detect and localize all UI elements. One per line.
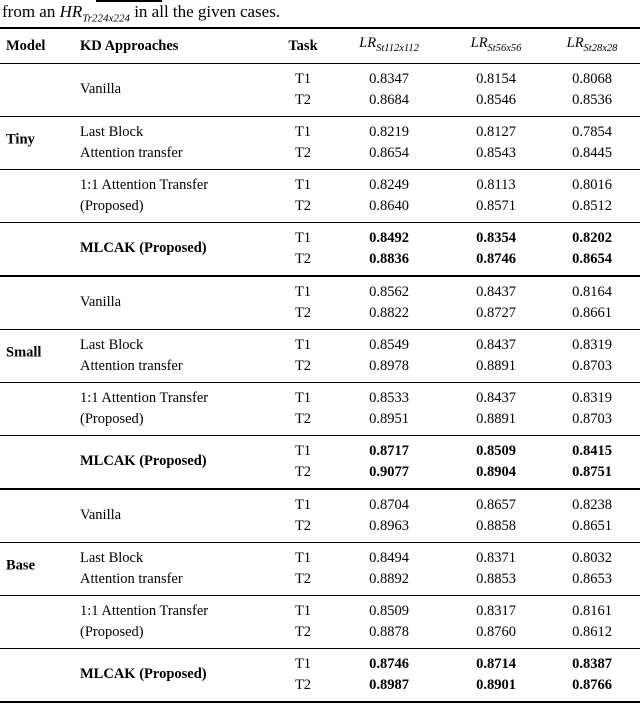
metric-value: 0.8536 <box>572 91 612 108</box>
metric-base: LR <box>470 35 488 51</box>
approach-name-line: MLCAK (Proposed) <box>80 666 207 683</box>
approach-name-line: 1:1 Attention Transfer <box>80 389 209 406</box>
metric-value: 0.8437 <box>476 389 516 406</box>
metric-value: 0.8219 <box>369 123 409 140</box>
task-label: T2 <box>294 197 312 214</box>
metric-value: 0.8032 <box>572 549 612 566</box>
metric-value: 0.8901 <box>476 676 516 693</box>
metric-value: 0.8154 <box>476 70 516 87</box>
task-row <box>276 303 640 324</box>
metric-value: 0.8714 <box>476 655 516 672</box>
approach-block <box>0 542 640 595</box>
task-row <box>276 228 640 249</box>
model-label: Small <box>6 344 42 361</box>
metric-value: 0.8509 <box>476 442 516 459</box>
metric-value: 0.8684 <box>369 91 409 108</box>
metric-value: 0.8319 <box>572 336 612 353</box>
task-row <box>276 441 640 462</box>
model-group <box>0 64 640 275</box>
crop-artifact-line <box>96 0 162 2</box>
approach-block <box>0 222 640 275</box>
task-row <box>276 495 640 516</box>
task-row <box>276 409 640 430</box>
approach-name <box>70 122 276 164</box>
task-label: T1 <box>294 549 312 566</box>
metric-base: LR <box>566 35 584 51</box>
approach-name-line: MLCAK (Proposed) <box>80 453 207 470</box>
metric-value: 0.8746 <box>369 655 409 672</box>
task-label: T1 <box>294 442 312 459</box>
task-row <box>276 335 640 356</box>
approach-name-line: Vanilla <box>80 507 122 524</box>
approach-block <box>0 277 640 329</box>
task-row <box>276 654 640 675</box>
approach-name-line: 1:1 Attention Transfer <box>80 176 209 193</box>
metric-value: 0.8161 <box>572 602 612 619</box>
metric-value: 0.8371 <box>476 549 516 566</box>
approach-name-line: (Proposed) <box>80 197 144 214</box>
task-label: T1 <box>294 283 312 300</box>
metric-value: 0.8653 <box>572 570 612 587</box>
metric-value: 0.8853 <box>476 570 516 587</box>
metric-value: 0.8509 <box>369 602 409 619</box>
metric-value: 0.8858 <box>476 517 516 534</box>
metric-value: 0.8704 <box>369 496 409 513</box>
model-label: Tiny <box>6 131 35 148</box>
task-label: T1 <box>294 336 312 353</box>
approach-block <box>0 648 640 701</box>
approach-name-line: Last Block <box>80 549 144 566</box>
caption-math-subscript: Tr224x224 <box>82 12 130 25</box>
task-row <box>276 249 640 270</box>
metric-value: 0.8654 <box>369 144 409 161</box>
task-label: T2 <box>294 91 312 108</box>
task-rows <box>276 69 640 111</box>
approach-name <box>70 228 276 270</box>
metric-value: 0.8822 <box>369 304 409 321</box>
table-header-row <box>0 27 640 64</box>
approach-name <box>70 69 276 111</box>
metric-value: 0.8317 <box>476 602 516 619</box>
approach-block <box>0 169 640 222</box>
metric-value: 0.8415 <box>572 442 612 459</box>
approach-name <box>70 601 276 643</box>
metric-value: 0.8978 <box>369 357 409 374</box>
metric-value: 0.8987 <box>369 676 409 693</box>
metric-sub: St28x28 <box>583 42 618 54</box>
metric-value: 0.8113 <box>476 176 516 193</box>
approach-name <box>70 175 276 217</box>
task-row <box>276 388 640 409</box>
metric-value: 0.8238 <box>572 496 612 513</box>
metric-value: 0.8549 <box>369 336 409 353</box>
approach-name <box>70 654 276 696</box>
task-row <box>276 143 640 164</box>
metric-value: 0.8640 <box>369 197 409 214</box>
header-model: Model <box>6 37 46 54</box>
metric-value: 0.8661 <box>572 304 612 321</box>
metric-value: 0.8543 <box>476 144 516 161</box>
metric-value: 0.8546 <box>476 91 516 108</box>
metric-value: 0.9077 <box>369 463 409 480</box>
task-label: T2 <box>294 623 312 640</box>
task-row <box>276 196 640 217</box>
approach-block <box>0 490 640 542</box>
task-row <box>276 282 640 303</box>
task-rows <box>276 122 640 164</box>
task-rows <box>276 654 640 696</box>
metric-value: 0.8127 <box>476 123 516 140</box>
approach-name-line: (Proposed) <box>80 410 144 427</box>
metric-value: 0.8068 <box>572 70 612 87</box>
approach-name <box>70 548 276 590</box>
task-label: T2 <box>294 250 312 267</box>
task-label: T1 <box>294 496 312 513</box>
task-rows <box>276 441 640 483</box>
task-label: T1 <box>294 602 312 619</box>
approach-block <box>0 116 640 169</box>
metric-value: 0.8892 <box>369 570 409 587</box>
approach-name-line: MLCAK (Proposed) <box>80 240 207 257</box>
task-label: T2 <box>294 304 312 321</box>
metric-value: 0.8437 <box>476 283 516 300</box>
task-label: T2 <box>294 144 312 161</box>
caption-prefix: from an <box>2 2 60 21</box>
metric-value: 0.8202 <box>572 229 612 246</box>
metric-value: 0.8562 <box>369 283 409 300</box>
approach-name-line: 1:1 Attention Transfer <box>80 602 209 619</box>
metric-value: 0.8760 <box>476 623 516 640</box>
metric-value: 0.8492 <box>369 229 409 246</box>
task-rows <box>276 601 640 643</box>
metric-value: 0.8951 <box>369 410 409 427</box>
metric-value: 0.8533 <box>369 389 409 406</box>
approach-name-line: Attention transfer <box>80 357 183 374</box>
caption-line <box>0 0 640 27</box>
task-rows <box>276 282 640 324</box>
task-row <box>276 622 640 643</box>
approach-block <box>0 64 640 116</box>
task-label: T1 <box>294 655 312 672</box>
task-row <box>276 69 640 90</box>
metric-value: 0.8703 <box>572 357 612 374</box>
task-label: T1 <box>294 123 312 140</box>
task-label: T2 <box>294 410 312 427</box>
task-row <box>276 122 640 143</box>
task-rows <box>276 228 640 270</box>
task-label: T2 <box>294 517 312 534</box>
table-body <box>0 64 640 701</box>
task-row <box>276 675 640 696</box>
approach-name <box>70 282 276 324</box>
approach-name-line: Last Block <box>80 336 144 353</box>
metric-value: 0.8512 <box>572 197 612 214</box>
approach-name-line: Vanilla <box>80 81 122 98</box>
metric-sub: St56x56 <box>487 42 522 54</box>
task-row <box>276 462 640 483</box>
metric-value: 0.8249 <box>369 176 409 193</box>
metric-value: 0.8891 <box>476 357 516 374</box>
metric-value: 0.8703 <box>572 410 612 427</box>
task-label: T2 <box>294 463 312 480</box>
metric-value: 0.8766 <box>572 676 612 693</box>
header-metric-lr-56 <box>448 33 544 59</box>
results-table <box>0 27 640 703</box>
task-row <box>276 90 640 111</box>
metric-value: 0.8878 <box>369 623 409 640</box>
metric-value: 0.8654 <box>572 250 612 267</box>
metric-value: 0.8387 <box>572 655 612 672</box>
metric-value: 0.8746 <box>476 250 516 267</box>
approach-name <box>70 335 276 377</box>
approach-name-line: Attention transfer <box>80 570 183 587</box>
header-metric-lr-112 <box>330 33 448 59</box>
metric-value: 0.8571 <box>476 197 516 214</box>
caption-math-base: HR <box>59 2 83 21</box>
metric-value: 0.8494 <box>369 549 409 566</box>
metric-value: 0.8354 <box>476 229 516 246</box>
approach-block <box>0 329 640 382</box>
task-label: T2 <box>294 676 312 693</box>
metric-value: 0.8319 <box>572 389 612 406</box>
task-row <box>276 548 640 569</box>
task-row <box>276 516 640 537</box>
task-row <box>276 569 640 590</box>
task-rows <box>276 388 640 430</box>
metric-value: 0.8347 <box>369 70 409 87</box>
metric-value: 0.8717 <box>369 442 409 459</box>
metric-value: 0.8904 <box>476 463 516 480</box>
task-rows <box>276 495 640 537</box>
task-rows <box>276 335 640 377</box>
metric-value: 0.8612 <box>572 623 612 640</box>
metric-value: 0.8016 <box>572 176 612 193</box>
approach-name <box>70 495 276 537</box>
task-row <box>276 175 640 196</box>
metric-value: 0.8445 <box>572 144 612 161</box>
task-label: T1 <box>294 176 312 193</box>
metric-value: 0.8891 <box>476 410 516 427</box>
header-task: Task <box>288 37 318 54</box>
metric-value: 0.8164 <box>572 283 612 300</box>
metric-value: 0.8657 <box>476 496 516 513</box>
header-metric-lr-28 <box>544 33 640 59</box>
task-label: T2 <box>294 570 312 587</box>
caption-suffix: in all the given cases. <box>129 2 281 21</box>
approach-name-line: Last Block <box>80 123 144 140</box>
model-label: Base <box>6 557 35 574</box>
approach-name <box>70 388 276 430</box>
model-group <box>0 275 640 488</box>
metric-value: 0.8963 <box>369 517 409 534</box>
model-group <box>0 488 640 701</box>
task-label: T1 <box>294 70 312 87</box>
task-rows <box>276 548 640 590</box>
metric-value: 0.8437 <box>476 336 516 353</box>
approach-name-line: Attention transfer <box>80 144 183 161</box>
approach-name-line: Vanilla <box>80 294 122 311</box>
metric-value: 0.8751 <box>572 463 612 480</box>
task-rows <box>276 175 640 217</box>
metric-base: LR <box>359 35 377 51</box>
task-label: T1 <box>294 389 312 406</box>
metric-value: 0.8836 <box>369 250 409 267</box>
approach-name <box>70 441 276 483</box>
metric-value: 0.7854 <box>572 123 612 140</box>
metric-value: 0.8651 <box>572 517 612 534</box>
metric-sub: St112x112 <box>376 42 419 54</box>
approach-name-line: (Proposed) <box>80 623 144 640</box>
task-row <box>276 601 640 622</box>
approach-block <box>0 435 640 488</box>
approach-block <box>0 595 640 648</box>
task-row <box>276 356 640 377</box>
header-kd-approaches: KD Approaches <box>80 37 179 54</box>
metric-value: 0.8727 <box>476 304 516 321</box>
task-label: T1 <box>294 229 312 246</box>
approach-block <box>0 382 640 435</box>
task-label: T2 <box>294 357 312 374</box>
